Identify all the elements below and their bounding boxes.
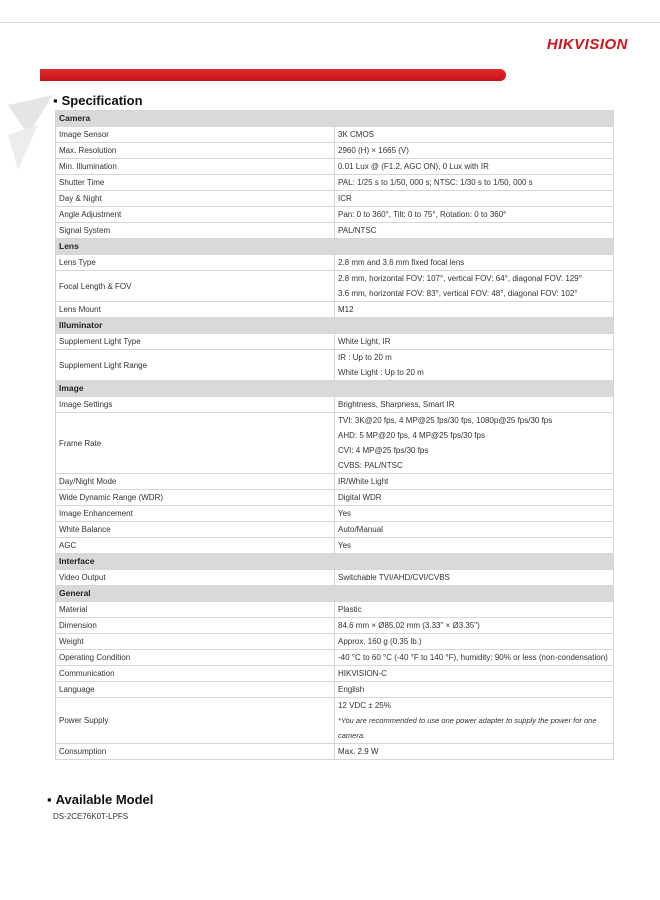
spec-value <box>335 271 614 302</box>
group-header-row <box>56 554 614 570</box>
group-header-row <box>56 586 614 602</box>
spec-value-line: PAL/NTSC <box>338 226 377 235</box>
spec-label: Supplement Light Range <box>56 350 335 381</box>
table-row <box>56 191 614 207</box>
group-header-row <box>56 239 614 255</box>
spec-value <box>335 175 614 191</box>
spec-label: Image Enhancement <box>56 506 335 522</box>
table-row <box>56 506 614 522</box>
spec-label: Frame Rate <box>56 413 335 474</box>
spec-label: Supplement Light Type <box>56 334 335 350</box>
spec-value-line: Brightness, Sharpness, Smart IR <box>338 400 455 409</box>
spec-value-line: English <box>338 685 365 694</box>
spec-label: White Balance <box>56 522 335 538</box>
spec-value <box>335 634 614 650</box>
spec-value <box>335 602 614 618</box>
table-row <box>56 682 614 698</box>
spec-value <box>335 223 614 239</box>
spec-value-line: AHD: 5 MP@20 fps, 4 MP@25 fps/30 fps <box>338 431 485 440</box>
spec-value <box>335 207 614 223</box>
spec-value <box>335 413 614 474</box>
spec-value <box>335 490 614 506</box>
spec-label: Min. Illumination <box>56 159 335 175</box>
spec-label: Dimension <box>56 618 335 634</box>
spec-value <box>335 538 614 554</box>
header-red-bar <box>40 69 506 81</box>
spec-value <box>335 474 614 490</box>
spec-value-line: IR : Up to 20 m <box>338 353 392 362</box>
table-row <box>56 223 614 239</box>
spec-value <box>335 522 614 538</box>
spec-label: Shutter Time <box>56 175 335 191</box>
spec-label: Max. Resolution <box>56 143 335 159</box>
spec-value-line: Max. 2.9 W <box>338 747 379 756</box>
spec-label: Image Sensor <box>56 127 335 143</box>
spec-label: Focal Length & FOV <box>56 271 335 302</box>
table-row <box>56 570 614 586</box>
spec-value-line: 2960 (H) × 1665 (V) <box>338 146 409 155</box>
group-header-row <box>56 381 614 397</box>
spec-value-line: ICR <box>338 194 352 203</box>
spec-value-line: CVI: 4 MP@25 fps/30 fps <box>338 446 429 455</box>
table-row <box>56 522 614 538</box>
spec-value-line: IR/White Light <box>338 477 389 486</box>
group-header-row <box>56 111 614 127</box>
spec-value <box>335 744 614 760</box>
spec-label: Video Output <box>56 570 335 586</box>
spec-value-line: Digital WDR <box>338 493 382 502</box>
spec-label: Weight <box>56 634 335 650</box>
table-row <box>56 698 614 744</box>
spec-value-line: PAL: 1/25 s to 1/50, 000 s; NTSC: 1/30 s to 1/50, 000 s <box>338 178 533 187</box>
specification-table <box>55 110 614 760</box>
spec-label: Day/Night Mode <box>56 474 335 490</box>
spec-value-line: 3.6 mm, horizontal FOV: 83°, vertical FOV: 48°, diagonal FOV: 102° <box>338 289 578 298</box>
table-row <box>56 413 614 474</box>
spec-value <box>335 302 614 318</box>
spec-label: Material <box>56 602 335 618</box>
table-row <box>56 650 614 666</box>
spec-value-line: TVI: 3K@20 fps, 4 MP@25 fps/30 fps, 1080p@25 fps/30 fps <box>338 416 553 425</box>
spec-value-line: 2.8 mm and 3.6 mm fixed focal lens <box>338 258 465 267</box>
spec-value <box>335 397 614 413</box>
table-row <box>56 350 614 381</box>
spec-label: Wide Dynamic Range (WDR) <box>56 490 335 506</box>
spec-label: Signal System <box>56 223 335 239</box>
spec-value-line: White Light, IR <box>338 337 391 346</box>
table-row <box>56 490 614 506</box>
table-row <box>56 744 614 760</box>
decorative-watermark-shape <box>8 95 58 175</box>
group-header: Illuminator <box>56 318 614 334</box>
table-row <box>56 334 614 350</box>
spec-value <box>335 506 614 522</box>
spec-value-line: Switchable TVI/AHD/CVI/CVBS <box>338 573 450 582</box>
spec-value <box>335 618 614 634</box>
group-header: Interface <box>56 554 614 570</box>
spec-value-line: Yes <box>338 541 352 550</box>
table-row <box>56 538 614 554</box>
table-row <box>56 159 614 175</box>
group-header-row <box>56 318 614 334</box>
spec-label: Angle Adjustment <box>56 207 335 223</box>
spec-value <box>335 191 614 207</box>
table-row <box>56 618 614 634</box>
spec-value <box>335 334 614 350</box>
spec-value-line: 84.6 mm × Ø85.02 mm (3.33" × Ø3.35") <box>338 621 480 630</box>
spec-value-line: 0.01 Lux @ (F1.2, AGC ON), 0 Lux with IR <box>338 162 489 171</box>
spec-value-line: 2.8 mm, horizontal FOV: 107°, vertical FOV: 64°, diagonal FOV: 129° <box>338 274 582 283</box>
group-header: Camera <box>56 111 614 127</box>
spec-label: Day & Night <box>56 191 335 207</box>
table-row <box>56 255 614 271</box>
table-row <box>56 634 614 650</box>
spec-label: Language <box>56 682 335 698</box>
spec-value <box>335 159 614 175</box>
group-header: Lens <box>56 239 614 255</box>
model-code: DS-2CE76K0T-LPFS <box>53 812 129 821</box>
spec-value <box>335 127 614 143</box>
table-row <box>56 207 614 223</box>
brand-logo: HIKVISION <box>546 36 628 53</box>
table-row <box>56 666 614 682</box>
group-header: General <box>56 586 614 602</box>
spec-label: Consumption <box>56 744 335 760</box>
spec-value <box>335 682 614 698</box>
spec-value-line: Auto/Manual <box>338 525 383 534</box>
table-row <box>56 175 614 191</box>
spec-label: Power Supply <box>56 698 335 744</box>
spec-label: AGC <box>56 538 335 554</box>
spec-value-line: 12 VDC ± 25% <box>338 701 391 710</box>
table-row <box>56 271 614 302</box>
available-model-heading: ▪ Available Model <box>47 792 154 807</box>
table-row <box>56 474 614 490</box>
spec-label: Lens Mount <box>56 302 335 318</box>
bullet-icon: ▪ <box>53 93 58 108</box>
spec-value-line: Pan: 0 to 360°, Tilt: 0 to 75°, Rotation: 0 to 360° <box>338 210 507 219</box>
spec-value <box>335 650 614 666</box>
spec-label: Lens Type <box>56 255 335 271</box>
table-row <box>56 397 614 413</box>
spec-label: Operating Condition <box>56 650 335 666</box>
group-header: Image <box>56 381 614 397</box>
spec-value-line: M12 <box>338 305 354 314</box>
spec-value <box>335 350 614 381</box>
spec-label: Image Settings <box>56 397 335 413</box>
table-row <box>56 143 614 159</box>
spec-value <box>335 666 614 682</box>
spec-value-line: CVBS: PAL/NTSC <box>338 461 403 470</box>
spec-value <box>335 570 614 586</box>
spec-value-line: White Light : Up to 20 m <box>338 368 424 377</box>
spec-value-line: Plastic <box>338 605 362 614</box>
table-row <box>56 302 614 318</box>
spec-value-line: 3K CMOS <box>338 130 375 139</box>
spec-value <box>335 255 614 271</box>
table-row <box>56 602 614 618</box>
top-divider <box>0 22 660 23</box>
table-row <box>56 127 614 143</box>
spec-value-line: HIKVISION-C <box>338 669 387 678</box>
spec-value-line: Yes <box>338 509 352 518</box>
specification-heading: ▪ Specification <box>53 93 143 108</box>
spec-label: Communication <box>56 666 335 682</box>
spec-value-line: Approx. 160 g (0.35 lb.) <box>338 637 422 646</box>
spec-value <box>335 143 614 159</box>
spec-value <box>335 698 614 744</box>
spec-note: *You are recommended to use one power adapter to supply the power for one camera. <box>338 716 597 740</box>
spec-value-line: -40 °C to 60 °C (-40 °F to 140 °F), humidity: 90% or less (non-condensation) <box>338 653 608 662</box>
bullet-icon: ▪ <box>47 792 52 807</box>
